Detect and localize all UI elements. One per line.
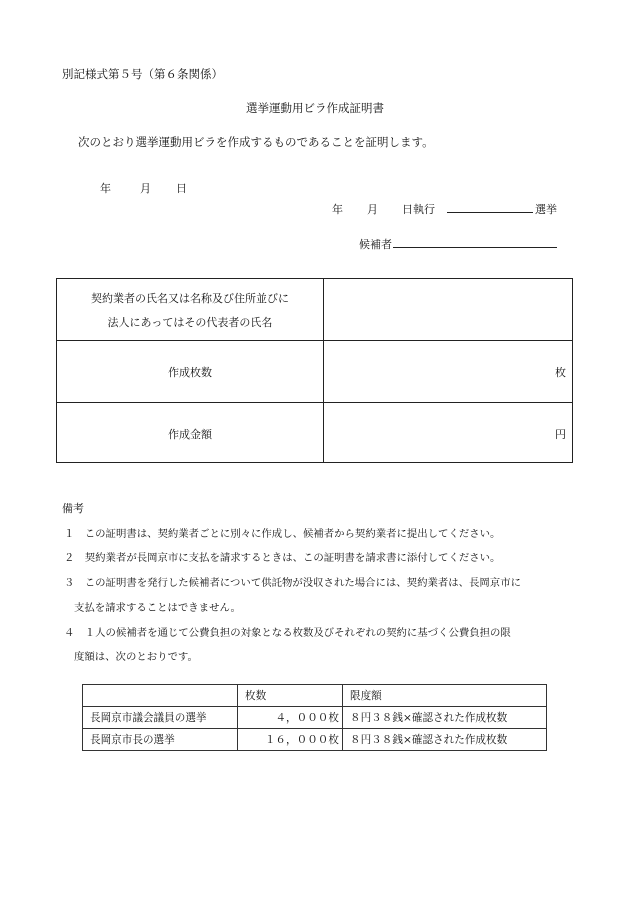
note-4-line1: ４ １人の候補者を通じて公費負担の対象となる枚数及びそれぞれの契約に基づく公費負担の限 bbox=[64, 627, 511, 639]
table-header-row bbox=[83, 685, 547, 707]
certificate-table bbox=[56, 278, 573, 463]
note-4-line2: 度額は、次のとおりです。 bbox=[74, 651, 198, 663]
exec-month-label: 月 bbox=[367, 203, 378, 216]
notes-heading: 備考 bbox=[62, 502, 84, 515]
header-cell bbox=[83, 685, 238, 707]
date-day-label: 日 bbox=[176, 182, 187, 195]
execution-date-line bbox=[332, 201, 557, 217]
quantity-field[interactable] bbox=[324, 341, 572, 402]
date-month-label: 月 bbox=[140, 182, 151, 195]
exec-year-label: 年 bbox=[332, 203, 343, 216]
quantity-unit: 枚 bbox=[555, 366, 566, 379]
table-row bbox=[83, 729, 547, 751]
amount-label: 作成金額 bbox=[168, 428, 212, 441]
note-3-line2: 支払を請求することはできません。 bbox=[74, 602, 241, 614]
note-1: １ この証明書は、契約業者ごとに別々に作成し、候補者から契約業者に提出してください。 bbox=[64, 528, 501, 540]
contractor-field[interactable] bbox=[324, 279, 572, 340]
contractor-label-line1: 契約業者の氏名又は名称及び住所並びに bbox=[91, 292, 289, 305]
candidate-label: 候補者 bbox=[359, 238, 392, 251]
table-cell: ４，０００枚 bbox=[238, 707, 343, 729]
limit-table bbox=[82, 684, 547, 751]
note-2: ２ 契約業者が長岡京市に支払を請求するときは、この証明書を請求書に添付してください。 bbox=[64, 552, 501, 564]
table-cell: １６，０００枚 bbox=[238, 729, 343, 751]
candidate-line bbox=[359, 236, 557, 252]
candidate-name-field[interactable] bbox=[393, 236, 557, 248]
exec-day-label: 日執行 bbox=[402, 203, 435, 216]
table-cell: 長岡京市議会議員の選挙 bbox=[83, 707, 238, 729]
amount-field[interactable] bbox=[324, 403, 572, 462]
header-cell: 枚数 bbox=[238, 685, 343, 707]
table-cell: ８円３８銭×確認された作成枚数 bbox=[343, 729, 547, 751]
contractor-label-line2: 法人にあってはその代表者の氏名 bbox=[107, 316, 273, 329]
intro-text: 次のとおり選挙運動用ビラを作成するものであることを証明します。 bbox=[78, 135, 434, 149]
date-year-label: 年 bbox=[100, 182, 111, 195]
document-title: 選挙運動用ビラ作成証明書 bbox=[246, 101, 384, 115]
amount-unit: 円 bbox=[555, 428, 566, 441]
quantity-label: 作成枚数 bbox=[168, 366, 212, 379]
note-3-line1: ３ この証明書を発行した候補者について供託物が没収された場合には、契約業者は、長岡京市に bbox=[64, 577, 521, 589]
election-label: 選挙 bbox=[535, 203, 557, 216]
form-number: 別記様式第５号（第６条関係） bbox=[62, 67, 223, 81]
election-name-field[interactable] bbox=[447, 201, 533, 213]
table-row bbox=[83, 707, 547, 729]
header-cell: 限度額 bbox=[343, 685, 547, 707]
table-cell: 長岡京市長の選挙 bbox=[83, 729, 238, 751]
table-cell: ８円３８銭×確認された作成枚数 bbox=[343, 707, 547, 729]
